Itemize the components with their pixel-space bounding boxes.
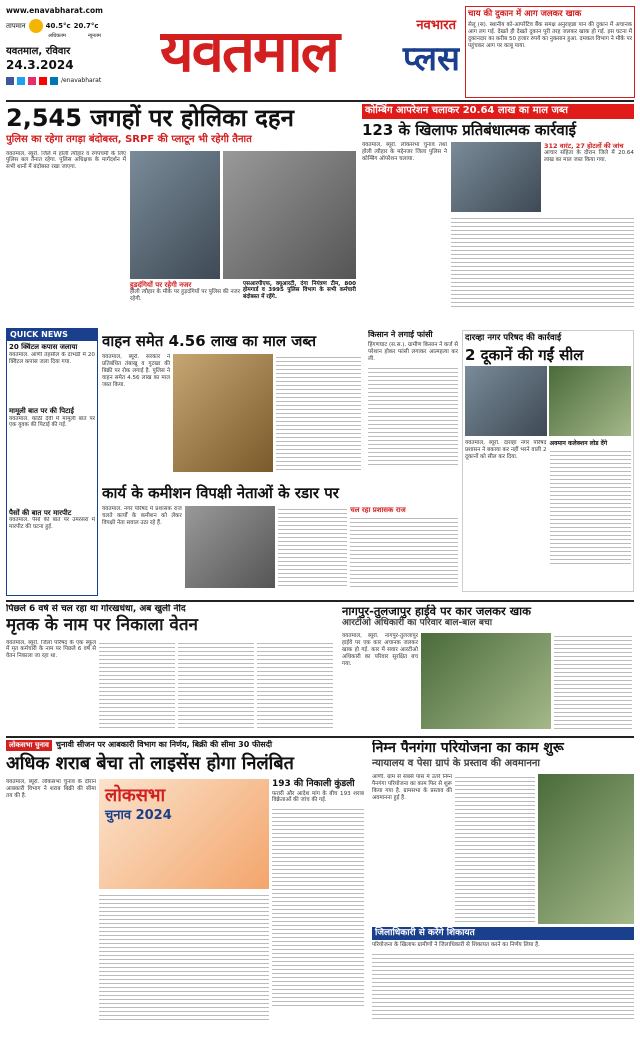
salary-text-4: [257, 640, 333, 728]
temp-max: 40.5°c: [45, 22, 71, 30]
logo-navbharat: नवभारत: [416, 18, 456, 33]
weather-box: [6, 19, 156, 33]
seizure-body: यवतमाल, ब्यूरो. सरकार ने प्रतिबंधित तंबाखू व गुटखा की बिक्री पर रोक लगाई है. पुलिस ने वाहन समेत 4.56 लाख का माल जब्त किया.: [102, 353, 170, 388]
sun-icon: [29, 19, 43, 33]
commission-text-2: [278, 506, 348, 588]
seizure-headline: वाहन समेत 4.56 लाख का माल जब्त: [102, 332, 317, 350]
darwha-story: [462, 330, 634, 592]
quick-news-head-2: मामूली बात पर की पिटाई: [9, 406, 74, 415]
lead-photo-1: [130, 151, 220, 279]
lead-headline: 2,545 जगहों पर होलिका दहन: [6, 104, 294, 132]
commission-body: यवतमाल. नगर परिषद में प्रशासक राज चलते कार्यों के कमीशन को लेकर विपक्षी नेता सवाल उठा रहे हैं.: [102, 505, 182, 526]
temp-max-label: अधिकतम: [48, 33, 66, 40]
instagram-icon[interactable]: [28, 77, 36, 85]
edition-date: 24.3.2024: [6, 58, 74, 73]
darwha-sub: अवमान कलेक्शन लोड देंगे: [549, 440, 608, 448]
hanging-body: हिंगणघाट (स.स.). ग्रामीण किसान ने कर्ज से परेशान होकर फांसी लगाकर आत्महत्या कर ली.: [368, 342, 458, 362]
salary-kicker: पिछले 6 वर्ष से चल रहा था गोरखधंधा, अब खुली नींद: [6, 604, 186, 614]
highway-headline: नागपुर-तुलजापुर हाईवे पर कार जलकर खाक: [342, 604, 531, 618]
quick-news-head-1: 20 क्विंटल कपास जलाया: [9, 343, 78, 351]
salary-text-2: [99, 640, 175, 728]
social-handle[interactable]: /enavabharat: [61, 77, 102, 85]
logo-main: यवतमाल: [160, 17, 338, 85]
pangaga-body: आर्णी. ग्राम से सबसे पास में उतरे निम्न पैनगंगा परियोजना का काम फिर से शुरू किया गया है. ग्रामसभा के प्रस्ताव की अवमानना हुई है.: [372, 774, 452, 801]
salary-headline: मृतक के नाम पर निकाला वेतन: [6, 615, 198, 636]
logo-plus: प्लस: [402, 39, 460, 79]
quick-news-body-2: यवतमाल. कोठी देवी में मामूली बात पर एक युवक की पिटाई की गई.: [9, 415, 95, 429]
facebook-icon[interactable]: [6, 77, 14, 85]
divider: [6, 600, 634, 602]
pangaga-subhead: न्यायालय व पेसा ग्रापं के प्रस्ताव की अवमानना: [372, 757, 541, 769]
temp-label: तापमान: [6, 22, 26, 30]
election-poster: [99, 779, 269, 889]
darwha-more-text: [550, 448, 632, 566]
hanging-story: [368, 330, 458, 480]
commission-kicker: चल रहा प्रशासक राज: [350, 505, 406, 514]
seizure-photo: [173, 354, 273, 472]
liquor-story: [6, 740, 366, 1045]
fire-headline: चाय की दुकान में आग जलकर खाक: [468, 9, 582, 19]
fire-body: सेलू (स). स्थानीय को-आपरेटिव बैंक समक्ष अनुराहन्ना पान की दुकान में अचानक आग लग गई. देखते ही देखते दुकान पूरी तरह जलकर खाक हो गई. इस घटना में दुकानदार का करीब 50 हजार रुपये का नुकसान हुआ. दमकल विभाग ने मौके पर पहुंचकर आग पर काबू पाया.: [468, 21, 632, 49]
quick-news-title: QUICK NEWS: [7, 329, 97, 341]
temp-min-label: न्यूनतम: [87, 33, 101, 40]
linkedin-icon[interactable]: [50, 77, 58, 85]
highway-more-text: [554, 633, 632, 729]
highway-story: [342, 604, 634, 732]
lead-caption-title: हुडदंगियों पर रहेगी नजर: [130, 280, 192, 289]
liquor-tag: लोकसभा चुनाव: [6, 740, 52, 751]
quick-news: [6, 328, 98, 596]
quick-news-head-3: पैसों की बात पर मारपीट: [9, 508, 72, 517]
hanging-more-text: [368, 365, 458, 465]
fire-story: [465, 6, 635, 98]
lead-caption-right: एसआरपीएफ, क्यूआरटी, दंगा नियंत्रण टीम, 800 होमगार्ड व 3995 पुलिस विभाग के सभी कर्मचारी बंदोबस्त में रहेंगे.: [243, 280, 356, 301]
combing-body2: आचार संहिता के दौरान जिले में 20.64 लाख का माल जब्त किया गया.: [544, 150, 634, 164]
highway-subhead: आरटीओ अधिकारी का परिवार बाल-बाल बचा: [342, 618, 493, 629]
temp-min: 20.7°c: [73, 22, 99, 30]
complaint-body: परियोजना के खिलाफ ग्रामीणों ने जिलाधिकारी से शिकायत करने का निर्णय लिया है.: [372, 942, 540, 949]
poster-title: लोकसभा: [105, 785, 166, 807]
kundli-body: फरारी और आदेश मांग के बीच 193 शराब विक्रेताओं की जांच की गई.: [272, 790, 364, 804]
commission-headline: कार्य के कमीशन विपक्षी नेताओं के रडार पर: [102, 484, 339, 502]
complaint-more-text: [372, 951, 634, 1021]
darwha-kicker: दारव्हा नगर परिषद की कार्रवाई: [465, 333, 562, 343]
divider: [6, 736, 634, 738]
masthead-left: [6, 6, 156, 94]
commission-photo: [185, 506, 275, 588]
site-url[interactable]: www.enavabharat.com: [6, 6, 103, 15]
social-bar: [6, 77, 156, 85]
lead-story: [6, 104, 356, 322]
pangaga-photo: [538, 774, 634, 924]
lead-caption-body: होली त्यौहार के मौके पर हुड़दंगियों पर पुलिस की नजर रहेगी.: [130, 289, 240, 303]
kundli-more-text: [272, 806, 364, 1006]
seizure-more-text: [276, 354, 361, 472]
darwha-photo-2: [549, 366, 631, 436]
liquor-body: यवतमाल, ब्यूरो. लोकसभा चुनाव के दौरान आबकारी विभाग ने शराब बिक्री की सीमा तय की है.: [6, 779, 96, 800]
divider: [6, 100, 634, 102]
liquor-kicker: चुनावी सीजन पर आबकारी विभाग का निर्णय, बिक्री की सीमा 30 फीसदी: [55, 740, 273, 750]
combing-story: [362, 104, 634, 326]
darwha-body: यवतमाल, ब्यूरो. दारव्हा नगर परिषद प्रशासन ने बकाया कर नहीं भरने वाली 2 दूकानों को सील कर दिया.: [465, 440, 547, 461]
kundli-headline: 193 की निकाली कुंडली: [272, 779, 355, 790]
salary-text-3: [178, 640, 254, 728]
quick-news-body-1: यवतमाल. आर्णी तहसील के दाभडी में 20 क्विंटल कपास जला दिया गया.: [9, 351, 95, 365]
lead-body: यवतमाल, ब्यूरो. जिले में होली त्यौहार व रंगपंचमी के लिए पुलिस बल तैनात रहेगा. पुलिस अधिक्षक के मार्गदर्शन में सभी थानों में बंदोबस्त रखा जाएगा.: [6, 150, 126, 171]
lead-subhead: पुलिस का रहेगा तगड़ा बंदोबस्त, SRPF की प्लाटून भी रहेगी तैनात: [6, 134, 252, 145]
combing-more-text: [451, 215, 634, 310]
combing-body: यवतमाल, ब्यूरो. लोकसभा चुनाव तथा होली त्यौहार के मद्देनजर जिला पुलिस ने कोम्बिंग ऑपरेशन चलाया.: [362, 142, 447, 163]
darwha-headline: 2 दूकानें की गईं सील: [465, 345, 584, 364]
quick-news-body-3: यवतमाल. पैसों की बात पर उमरसरा में मारपीट की घटना हुई.: [9, 517, 95, 531]
poster-subtitle: चुनाव 2024: [105, 807, 172, 823]
combing-highlight: 312 वारंट, 27 होटलों की जांच: [544, 142, 624, 151]
pangaga-story: [372, 740, 634, 1045]
newspaper-logo: [160, 8, 460, 94]
commission-story: [102, 484, 458, 594]
pangaga-headline: निम्न पैनगंगा परियोजना का काम शुरू: [372, 740, 564, 756]
commission-more-text: [350, 515, 458, 587]
salary-story: [6, 604, 336, 732]
pangaga-text-2: [455, 774, 535, 924]
youtube-icon[interactable]: [39, 77, 47, 85]
complaint-headline: जिलाधिकारी से करेंगे शिकायत: [372, 927, 634, 940]
combing-kicker: कोम्बिंग आपरेशन चलाकर 20.64 लाख का माल जब्त: [362, 104, 634, 119]
combing-photo: [451, 142, 541, 212]
liquor-headline: अधिक शराब बेचा तो लाइसेंस होगा निलंबित: [6, 752, 294, 774]
highway-body: यवतमाल, ब्यूरो. नागपुर-तुलजापुर हाईवे पर एक कार अचानक जलकर खाक हो गई. कार में सवार आरटीओ अधिकारी का परिवार सुरक्षित बच गया.: [342, 632, 418, 667]
liquor-text-2: [99, 892, 269, 1020]
city-day: यवतमाल, रविवार: [6, 45, 71, 57]
twitter-icon[interactable]: [17, 77, 25, 85]
highway-photo: [421, 633, 551, 729]
combing-headline: 123 के खिलाफ प्रतिबंधात्मक कार्रवाई: [362, 120, 576, 139]
salary-body: यवतमाल, ब्यूरो. जिला परिषद के एक स्कूल में मृत कर्मचारी के नाम पर पिछले 6 वर्ष से वेतन निकाला जा रहा था.: [6, 639, 96, 660]
lead-photo-2: [223, 151, 356, 279]
darwha-photo-1: [465, 366, 547, 436]
hanging-headline: किसान ने लगाई फांसी: [368, 330, 433, 339]
seizure-story: [102, 332, 362, 480]
